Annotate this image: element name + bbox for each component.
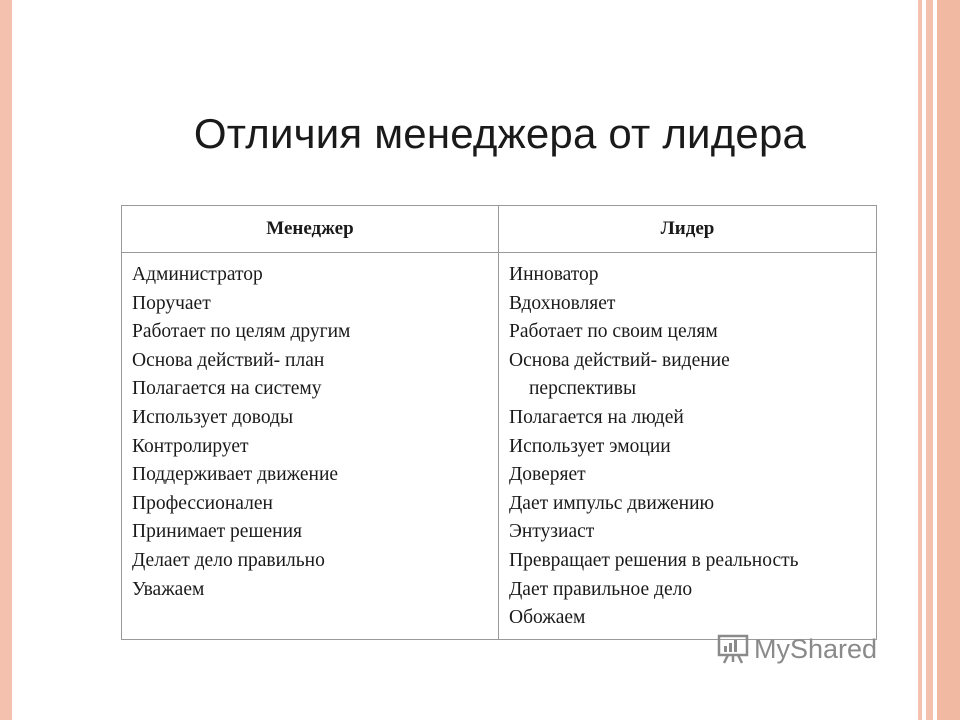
list-item: Доверяет (508, 464, 586, 486)
list-item: Работает по своим целям (508, 321, 718, 343)
right-border-stripe (926, 0, 933, 720)
right-border-stripe (937, 0, 960, 720)
leader-cell (498, 253, 876, 640)
list-item: Полагается на систему (132, 378, 322, 400)
slide-title: Отличия менеджера от лидера (193, 110, 807, 157)
list-item: Превращает решения в реальность (508, 549, 799, 571)
table-header-row (122, 206, 877, 253)
list-item: Дает правильное дело (508, 578, 693, 600)
list-item: Поддерживает движение (132, 464, 339, 486)
list-item: Использует доводы (132, 406, 294, 428)
list-item: перспективы (528, 378, 637, 400)
list-item: Поручает (132, 292, 211, 314)
header-leader: Лидер (498, 206, 876, 253)
list-item: Уважаем (132, 578, 205, 600)
list-item: Обожаем (508, 607, 586, 629)
list-item: Дает импульс движению (508, 492, 715, 514)
list-item: Основа действий- видение (508, 349, 730, 371)
comparison-table (121, 205, 877, 640)
list-item: Использует эмоции (508, 435, 671, 457)
header-manager: Менеджер (122, 206, 499, 253)
list-item: Делает дело правильно (132, 549, 325, 571)
watermark-text: MyShared (754, 633, 878, 664)
list-item: Основа действий- план (132, 349, 325, 371)
list-item: Инноватор (508, 264, 599, 285)
list-item: Профессионален (132, 492, 273, 514)
list-item: Вдохновляет (508, 292, 616, 314)
left-border-stripe (0, 0, 12, 720)
manager-cell (122, 253, 499, 640)
list-item: Администратор (132, 264, 263, 285)
myshared-watermark (716, 632, 877, 666)
list-item: Полагается на людей (508, 406, 684, 428)
list-item: Энтузиаст (508, 521, 595, 543)
right-border-stripe (918, 0, 922, 720)
table-row (122, 253, 877, 640)
presentation-board-icon (716, 632, 750, 666)
list-item: Работает по целям другим (132, 321, 351, 343)
list-item: Контролирует (132, 435, 249, 457)
list-item: Принимает решения (132, 521, 302, 543)
